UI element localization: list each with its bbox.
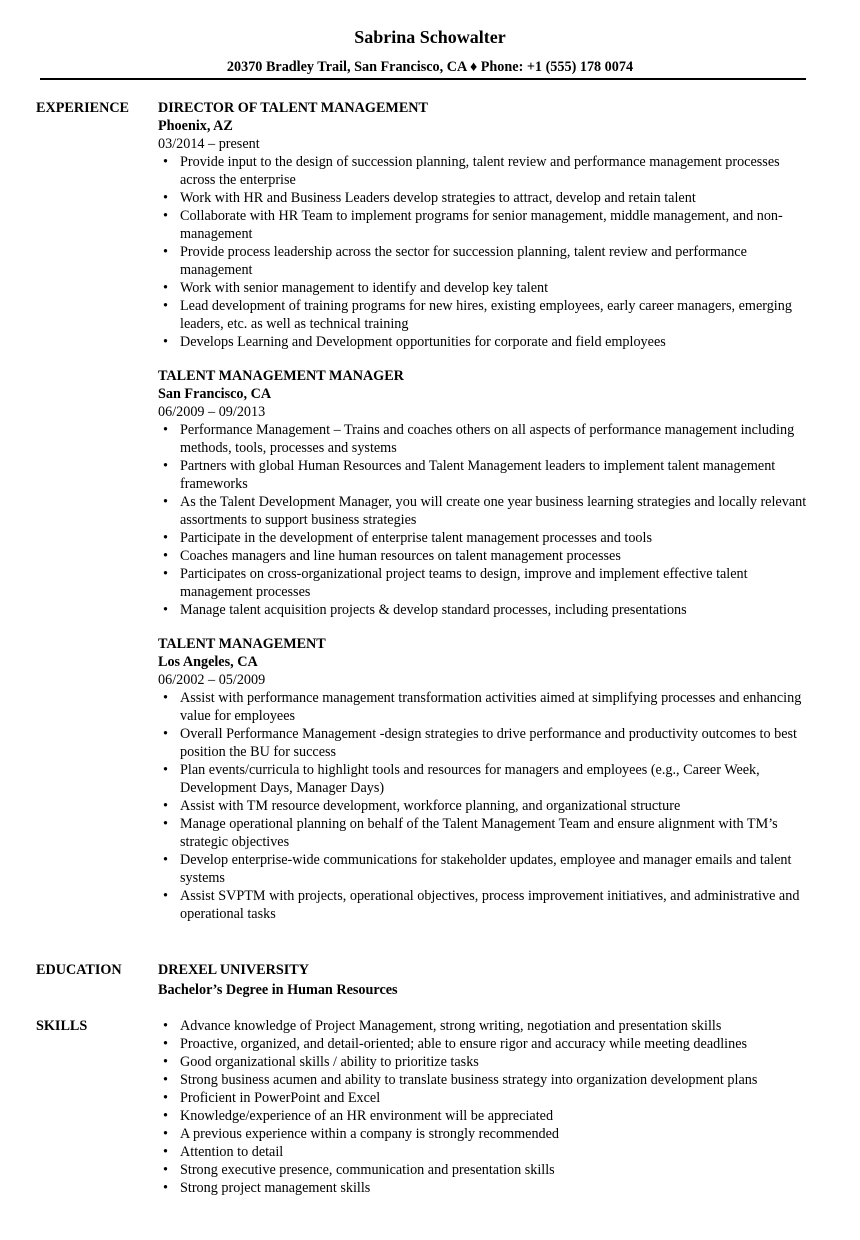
job-location: San Francisco, CA [158,386,272,402]
list-item: • Knowledge/experience of an HR environment will be appreciated [158,1107,814,1125]
list-item: • Partners with global Human Resources and Talent Management leaders to implement talent management frameworks [158,457,814,493]
list-item: • Participate in the development of enterprise talent management processes and tools [158,529,814,547]
list-item: • Develop enterprise-wide communications for stakeholder updates, employee and manager emails and talent systems [158,851,814,887]
experience-label: EXPERIENCE [36,100,130,116]
school-name: DREXEL UNIVERSITY [158,962,309,978]
job-entry [158,635,814,923]
job-dates: 06/2002 – 05/2009 [158,672,266,688]
list-item: • Plan events/curricula to highlight tools and resources for managers and employees (e.g., Career Week, Development Days, Manager Days) [158,761,814,797]
list-item: • Work with HR and Business Leaders develop strategies to attract, develop and retain talent [158,189,814,207]
list-item: • Advance knowledge of Project Management, strong writing, negotiation and presentation skills [158,1017,814,1035]
list-item: • A previous experience within a company is strongly recommended [158,1125,814,1143]
job-bullets [158,689,814,923]
job-title: TALENT MANAGEMENT MANAGER [158,368,404,384]
candidate-name: Sabrina Schowalter [354,27,506,47]
job-entry [158,367,814,619]
job-dates: 06/2009 – 09/2013 [158,404,266,420]
list-item: • Provide input to the design of succession planning, talent review and performance management processes across the enterprise [158,153,814,189]
education-label: EDUCATION [36,962,122,978]
skills-body [158,1017,814,1197]
job-bullets [158,421,814,619]
list-item: • Performance Management – Trains and coaches others on all aspects of performance management including methods, tools, processes and systems [158,421,814,457]
list-item: • Strong project management skills [158,1179,814,1197]
header-divider [40,78,806,80]
job-dates: 03/2014 – present [158,136,260,152]
list-item: • Overall Performance Management -design strategies to drive performance and productivity outcomes to best position the BU for success [158,725,814,761]
skills-label: SKILLS [36,1018,88,1034]
job-title: TALENT MANAGEMENT [158,636,326,652]
contact-line: 20370 Bradley Trail, San Francisco, CA ♦ Phone: +1 (555) 178 0074 [226,59,634,75]
list-item: • Coaches managers and line human resources on talent management processes [158,547,814,565]
experience-jobs [158,99,814,939]
list-item: • Participates on cross-organizational project teams to design, improve and implement effective talent management processes [158,565,814,601]
list-item: • Assist with performance management transformation activities aimed at simplifying processes and enhancing value for employees [158,689,814,725]
job-location: Los Angeles, CA [158,654,258,670]
list-item: • Assist with TM resource development, workforce planning, and organizational structure [158,797,814,815]
education-body [158,961,814,999]
job-title: DIRECTOR OF TALENT MANAGEMENT [158,100,428,116]
list-item: • Provide process leadership across the sector for succession planning, talent review and performance management [158,243,814,279]
job-bullets [158,153,814,351]
list-item: • Good organizational skills / ability to prioritize tasks [158,1053,814,1071]
list-item: • Strong business acumen and ability to translate business strategy into organization development plans [158,1071,814,1089]
list-item: • Lead development of training programs for new hires, existing employees, early career managers, emerging leaders, etc. as well as technical training [158,297,814,333]
resume-header [0,0,860,76]
list-item: • Manage operational planning on behalf of the Talent Management Team and ensure alignment with TM’s strategic objectives [158,815,814,851]
list-item: • Collaborate with HR Team to implement programs for senior management, middle management, and non-management [158,207,814,243]
degree: Bachelor’s Degree in Human Resources [158,982,398,998]
list-item: • Manage talent acquisition projects & develop standard processes, including presentations [158,601,814,619]
job-location: Phoenix, AZ [158,118,233,134]
list-item: • Develops Learning and Development opportunities for corporate and field employees [158,333,814,351]
list-item: • Proactive, organized, and detail-oriented; able to ensure rigor and accuracy while meeting deadlines [158,1035,814,1053]
list-item: • Proficient in PowerPoint and Excel [158,1089,814,1107]
skills-list [158,1017,814,1197]
list-item: • Strong executive presence, communication and presentation skills [158,1161,814,1179]
list-item: • Work with senior management to identify and develop key talent [158,279,814,297]
list-item: • Attention to detail [158,1143,814,1161]
job-entry [158,99,814,351]
list-item: • Assist SVPTM with projects, operational objectives, process improvement initiatives, and administrative and operational tasks [158,887,814,923]
list-item: • As the Talent Development Manager, you will create one year business learning strategies and locally relevant assortments to support business strategies [158,493,814,529]
